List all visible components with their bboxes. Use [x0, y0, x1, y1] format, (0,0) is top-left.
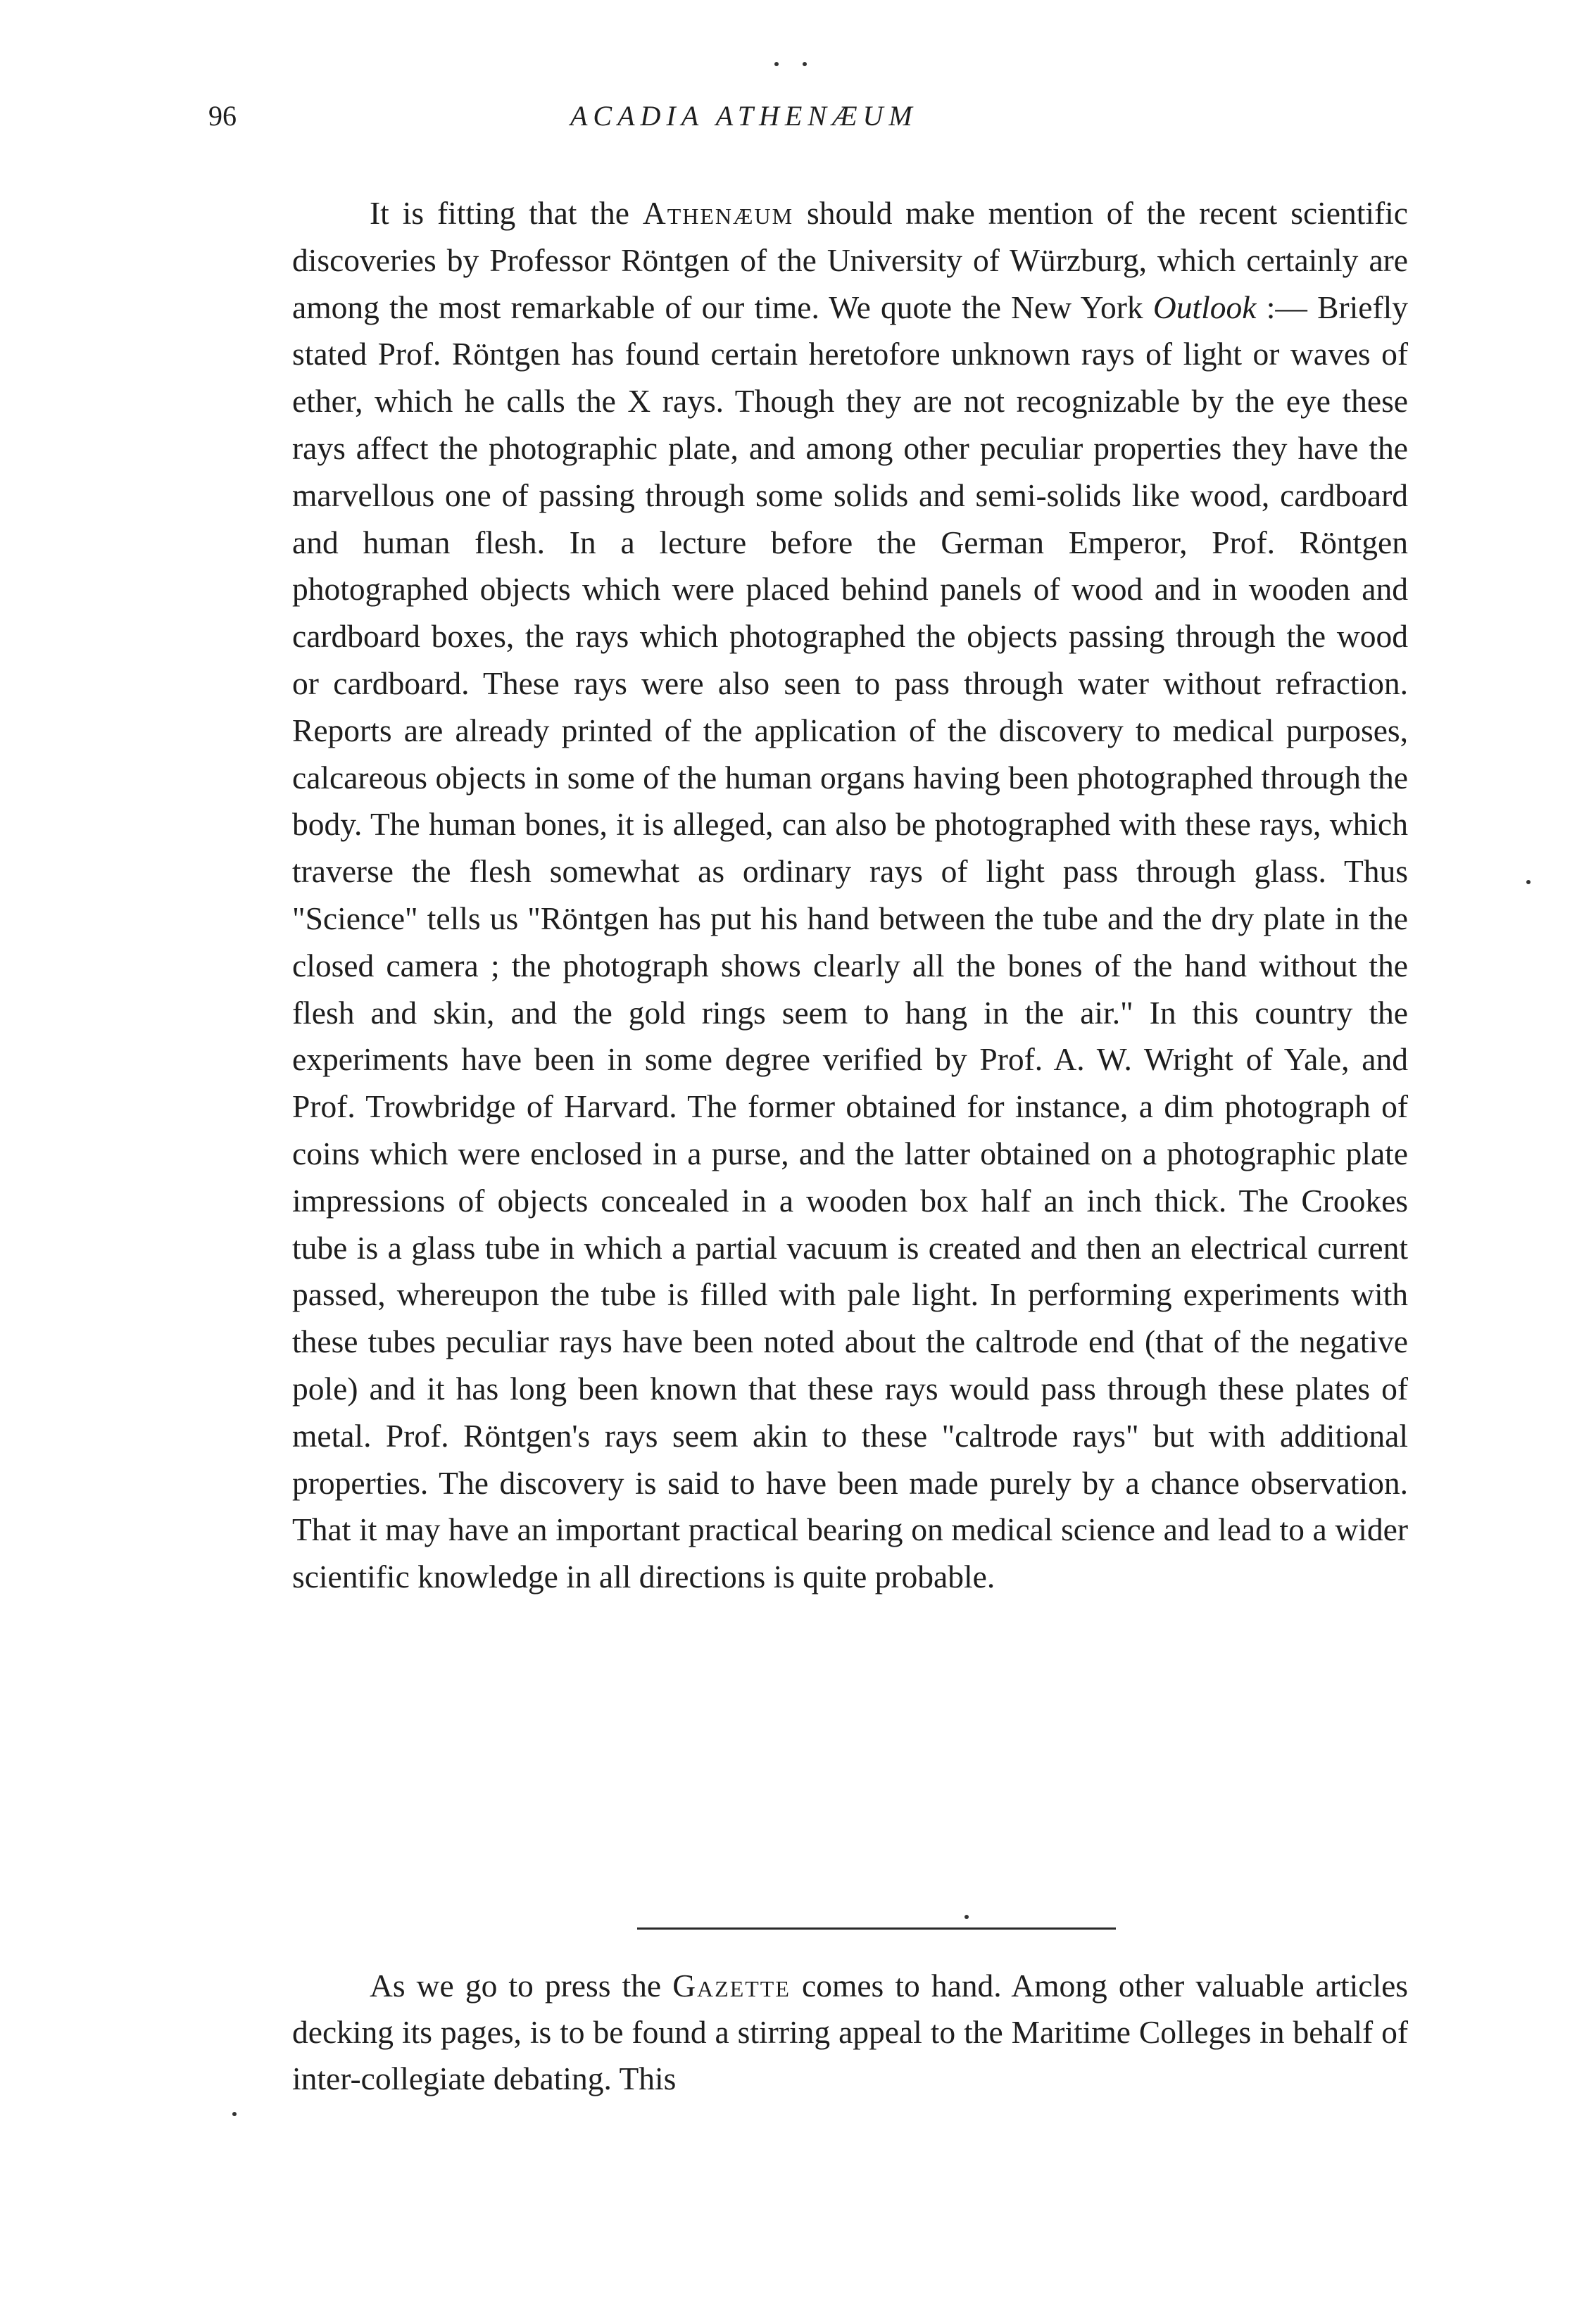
section-divider: [637, 1927, 1116, 1930]
article-paragraph-roentgen-rays: [292, 190, 1408, 1601]
scan-speck: [803, 62, 807, 66]
paragraph-text: As we go to press the: [370, 1968, 673, 2004]
paragraph-text: It is fitting that the: [370, 195, 643, 231]
paragraph-text: should make mention of the recent scientific discoveries by Professor Röntgen of the University of Würzburg, which certainly are among the most remarkable of our time. We quote the New York: [292, 195, 1408, 325]
journal-name-athenaeum: Athenæum: [642, 195, 794, 231]
page-number: 96: [208, 100, 237, 132]
scan-speck: [774, 62, 779, 66]
periodical-name-gazette: Gazette: [672, 1968, 791, 2004]
scan-speck: [964, 1915, 969, 1919]
periodical-name-outlook: Outlook: [1152, 289, 1257, 325]
scan-speck: [232, 2112, 237, 2116]
scan-speck: [1526, 880, 1531, 884]
article-paragraph-gazette: [292, 1963, 1408, 2102]
running-head: ACADIA ATHENÆUM: [570, 100, 918, 132]
paragraph-text: :— Briefly stated Prof. Röntgen has found certain heretofore unknown rays of light or waves of ether, which he calls the X rays. Though they are not recognizable by the eye these rays affect the photographic plate, and among other peculiar properties they have the marvellous one of passing through some solids and semi-solids like wood, cardboard and human flesh. In a lecture before the German Emperor, Prof. Röntgen photographed objects which were placed behind panels of wood and in wooden and cardboard boxes, the rays which photographed the objects passing through the wood or cardboard. These rays were also seen to pass through water without refraction. Reports are already printed of the application of the discovery to medical purposes, calcareous objects in some of the human organs having been photographed through the body. The human bones, it is alleged, can also be photographed with these rays, which traverse the flesh somewhat as ordinary rays of light pass through glass. Thus "Science" tells us "Röntgen has put his hand between the tube and the dry plate in the closed camera ; the photograph shows clearly all the bones of the hand without the flesh and skin, and the gold rings seem to hang in the air." In this country the experiments have been in some degree verified by Prof. A. W. Wright of Yale, and Prof. Trowbridge of Harvard. The former obtained for instance, a dim photograph of coins which were enclosed in a purse, and the latter obtained on a photographic plate impressions of objects concealed in a wooden box half an inch thick. The Crookes tube is a glass tube in which a partial vacuum is created and then an electrical current passed, whereupon the tube is filled with pale light. In performing experiments with these tubes peculiar rays have been noted about the caltrode end (that of the negative pole) and it has long been known that these rays would pass through these plates of metal. Prof. Röntgen's rays seem akin to these "caltrode rays" but with additional properties. The discovery is said to have been made purely by a chance observation. That it may have an important practical bearing on medical science and lead to a wider scientific knowledge in all directions is quite probable.: [292, 289, 1408, 1595]
paragraph-text: comes to hand. Among other valuable articles decking its pages, is to be found a stirring appeal to the Maritime Colleges in behalf of inter-collegiate debating. This: [292, 1968, 1409, 2096]
